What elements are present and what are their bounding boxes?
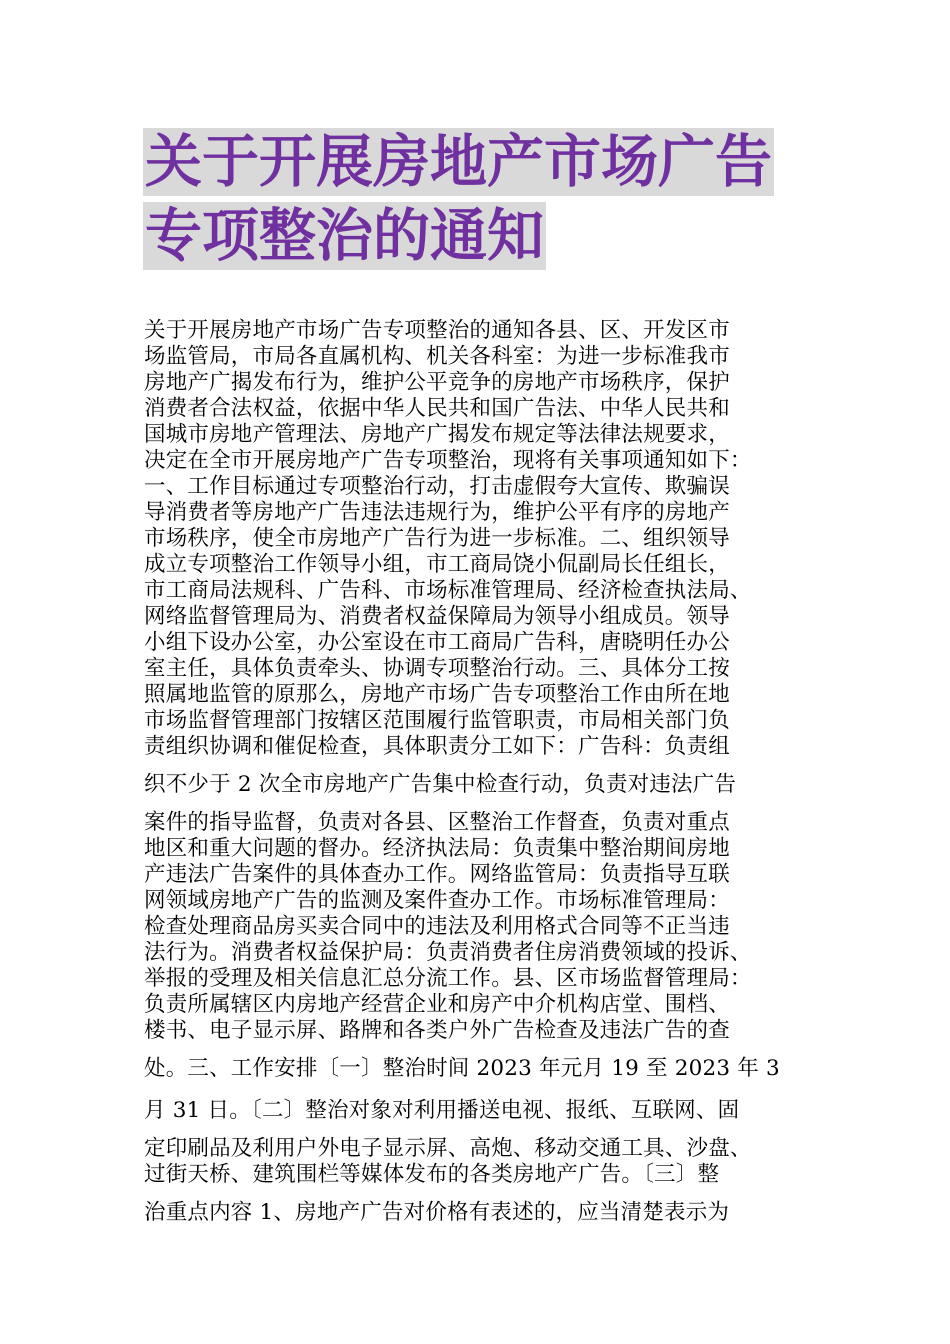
body-line: 举报的受理及相关信息汇总分流工作。县、区市场监督管理局：	[144, 966, 752, 991]
body-line: 楼书、电子显示屏、路牌和各类户外广告检查及违法广告的查	[144, 1018, 730, 1043]
body-line: 导消费者等房地产广告违法违规行为，维护公平有序的房地产	[144, 500, 730, 525]
body-line: 案件的指导监督，负责对各县、区整治工作督查，负责对重点	[144, 810, 730, 835]
body-line: 场监管局，市局各直属机构、机关各科室：为进一步标准我市	[144, 344, 730, 369]
document-body	[144, 318, 844, 1226]
body-line: 定印刷品及利用户外电子显示屏、高炮、移动交通工具、沙盘、	[144, 1136, 752, 1161]
body-line: 国城市房地产管理法、房地产广揭发布规定等法律法规要求，	[144, 422, 730, 447]
body-line: 照属地监管的原那么，房地产市场广告专项整治工作由所在地	[144, 682, 730, 707]
body-line: 负责所属辖区内房地产经营企业和房产中介机构店堂、围档、	[144, 992, 730, 1017]
body-line: 成立专项整治工作领导小组，市工商局饶小侃副局长任组长，	[144, 552, 730, 577]
body-line: 消费者合法权益，依据中华人民共和国广告法、中华人民共和	[144, 396, 730, 421]
body-line: 织不少于 2 次全市房地产广告集中检查行动，负责对违法广告	[144, 772, 737, 797]
body-line: 市工商局法规科、广告科、市场标准管理局、经济检查执法局、	[144, 578, 752, 603]
body-line: 月 31 日。〔二〕整治对象对利用播送电视、报纸、互联网、固	[144, 1098, 740, 1123]
body-line: 小组下设办公室，办公室设在市工商局广告科，唐晓明任办公	[144, 630, 730, 655]
body-line: 室主任，具体负责牵头、协调专项整治行动。三、具体分工按	[144, 656, 730, 681]
body-line: 市场监督管理部门按辖区范围履行监管职责，市局相关部门负	[144, 708, 730, 733]
body-line: 法行为。消费者权益保护局：负责消费者住房消费领域的投诉、	[144, 940, 752, 965]
body-line: 产违法广告案件的具体查办工作。网络监管局：负责指导互联	[144, 862, 730, 887]
body-line: 市场秩序，使全市房地产广告行为进一步标准。二、组织领导	[144, 526, 730, 551]
body-line: 地区和重大问题的督办。经济执法局：负责集中整治期间房地	[144, 836, 730, 861]
body-line: 处。三、工作安排〔一〕整治时间 2023 年元月 19 至 2023 年 3	[144, 1056, 780, 1081]
title-line-1: 关于开展房地产市场广告	[145, 129, 772, 195]
document-title	[143, 128, 823, 270]
body-line: 房地产广揭发布行为，维护公平竞争的房地产市场秩序，保护	[144, 370, 730, 395]
body-line: 关于开展房地产市场广告专项整治的通知各县、区、开发区市	[144, 318, 730, 343]
body-line: 过街天桥、建筑围栏等媒体发布的各类房地产广告。〔三〕整	[144, 1162, 720, 1187]
title-line-2: 专项整治的通知	[145, 203, 544, 269]
body-line: 网领域房地产广告的监测及案件查办工作。市场标准管理局：	[144, 888, 730, 913]
body-line: 责组织协调和催促检查，具体职责分工如下：广告科：负责组	[144, 734, 730, 759]
body-line: 决定在全市开展房地产广告专项整治，现将有关事项通知如下：	[144, 448, 752, 473]
body-line: 检查处理商品房买卖合同中的违法及利用格式合同等不正当违	[144, 914, 730, 939]
body-line: 一、工作目标通过专项整治行动，打击虚假夸大宣传、欺骗误	[144, 474, 730, 499]
body-line: 治重点内容 1、房地产广告对价格有表述的，应当清楚表示为	[144, 1200, 730, 1225]
body-line: 网络监督管理局为、消费者权益保障局为领导小组成员。领导	[144, 604, 730, 629]
